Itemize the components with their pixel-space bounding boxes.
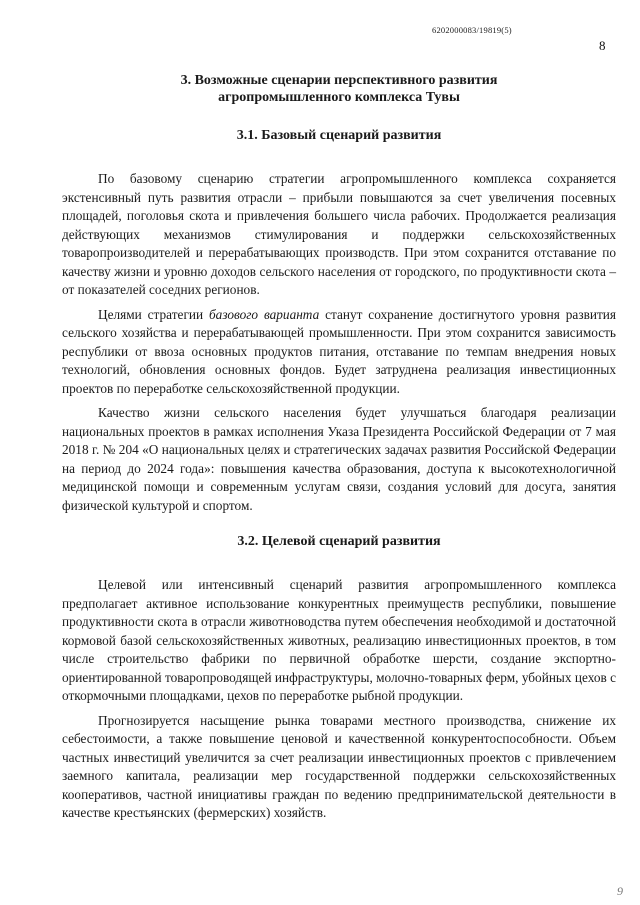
paragraph-text: станут сохранение достигнутого уровня развития сельского хозяйства и перерабатывающей промышленности. При этом сохранится зависимость республики от ввоза основных продуктов питания, отставание по темпам внедрения новых технологий, обновления основных фондов. Будет затруднена реализация инвестиционных проектов по переработке сельскохозяйственной продукции.	[62, 306, 617, 396]
target-scenario-title: 3.2. Целевой сценарий развития	[237, 534, 441, 549]
italic-term: базового варианта	[209, 306, 320, 322]
document-id: 6202000083/19819(5)	[432, 25, 512, 35]
paragraph-text: Целями стратегии	[98, 306, 209, 322]
section-title-line-1: 3. Возможные сценарии перспективного развития	[180, 73, 498, 88]
base-scenario-title: 3.1. Базовый сценарий развития	[236, 128, 442, 143]
page-content	[62, 72, 616, 823]
corner-handwritten-mark: 9	[617, 884, 623, 898]
target-scenario-paragraph-2: Прогнозируется насыщение рынка товарами местного производства, снижение их себестоимости, а также повышение ценовой и качественной конкурентоспособности. Объем частных инвестиций увеличится за счет реализации инвестиционных проектов с привлечением заемного капитала, реализации мер государственной поддержки сельскохозяйственных кооперативов, частной инициативы граждан по ведению предпринимательской деятельности в качестве крестьянских (фермерских) хозяйств.	[62, 712, 616, 820]
page-number: 8	[599, 38, 606, 53]
base-scenario-paragraph-2	[62, 306, 616, 399]
section-title	[62, 72, 616, 106]
base-scenario-paragraph-3: Качество жизни сельского населения будет улучшаться благодаря реализации национальных проектов в рамках исполнения Указа Президента Российской Федерации от 7 мая 2018 г. № 204 «О национальных целях и стратегических задачах развития Российской Федерации на период до 2024 года»: повышения качества образования, доступа к высокотехнологичной медицинской помощи и современным услугам связи, создания условий для досуга, занятия физической культурой и спортом.	[62, 405, 616, 513]
section-title-line-2: агропромышленного комплекса Тувы	[218, 90, 460, 105]
target-scenario-paragraph-1: Целевой или интенсивный сценарий развития агропромышленного комплекса предполагает активное использование конкурентных преимуществ республики, повышение продуктивности скота в отрасли животноводства путем обеспечения необходимой и достаточной кормовой базой сельскохозяйственных животных, реализацию инвестиционных проектов, в том числе строительство фабрики по первичной обработке шерсти, создание экспортно-ориентированной товаропроводящей инфраструктуры, молочно-товарных ферм, убойных цехов с откормочными площадками, цехов по переработке рыбной продукции.	[62, 577, 616, 703]
base-scenario-paragraph-1: По базовому сценарию стратегии агропромышленного комплекса сохраняется экстенсивный путь развития отрасли – прибыли повышаются за счет увеличения посевных площадей, поголовья скота и привлечения большего числа рабочих. Продолжается реализация действующих механизмов стимулирования и поддержки сельскохозяйственных товаропроизводителей и перерабатывающих производств. При этом сохранится отставание по качеству жизни и уровню доходов сельского населения от городского, по продуктивности скота – от показателей соседних регионов.	[62, 171, 616, 297]
